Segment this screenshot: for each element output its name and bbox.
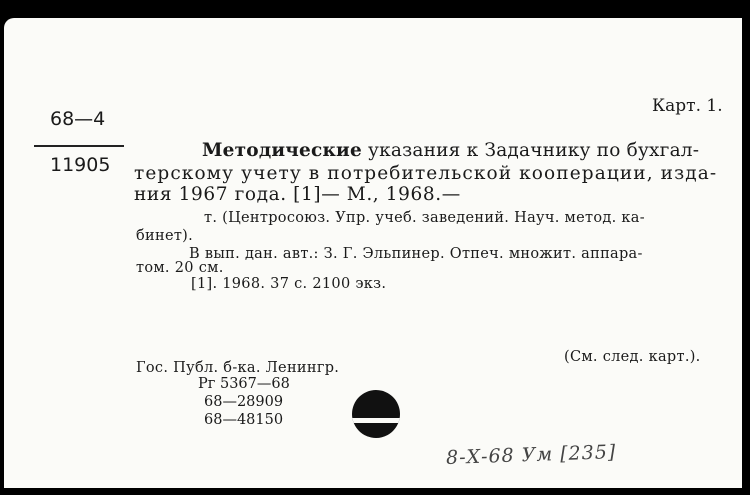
card-punch-hole — [352, 390, 400, 438]
library-code-1: Рг 5367—68 — [198, 376, 290, 392]
shelfmark-divider — [34, 145, 124, 147]
shelfmark-bottom: 11905 — [50, 154, 111, 176]
library-code-2: 68—28909 — [204, 394, 284, 410]
entry-line-6: В вып. дан. авт.: З. Г. Эльпинер. Отпеч. множит. аппара- — [189, 246, 643, 262]
entry-line-5: бинет). — [136, 228, 194, 244]
handwritten-note: 8-Х-68 Ум [235] — [445, 441, 617, 469]
library-code-3: 68—48150 — [204, 412, 284, 428]
entry-line-3: ния 1967 года. [1]— М., 1968.— — [134, 184, 461, 205]
entry-line-2: терскому учету в потребительской кооперации, изда- — [134, 163, 718, 184]
shelfmark-top: 68—4 — [50, 108, 106, 130]
card-number: Карт. 1. — [652, 96, 723, 116]
entry-line-1 — [202, 140, 699, 161]
entry-title-rest: указания к Задачнику по бухгал- — [361, 140, 700, 161]
entry-line-7: том. 20 см. — [136, 260, 224, 276]
library-name: Гос. Публ. б-ка. Ленингр. — [136, 360, 340, 376]
entry-line-4: т. (Центросоюз. Упр. учеб. заведений. Науч. метод. ка- — [204, 210, 645, 226]
entry-line-8: [1]. 1968. 37 с. 2100 экз. — [191, 276, 387, 292]
see-next-card: (См. след. карт.). — [564, 349, 701, 365]
catalog-card — [4, 18, 742, 488]
entry-title-bold: Методические — [202, 140, 362, 161]
